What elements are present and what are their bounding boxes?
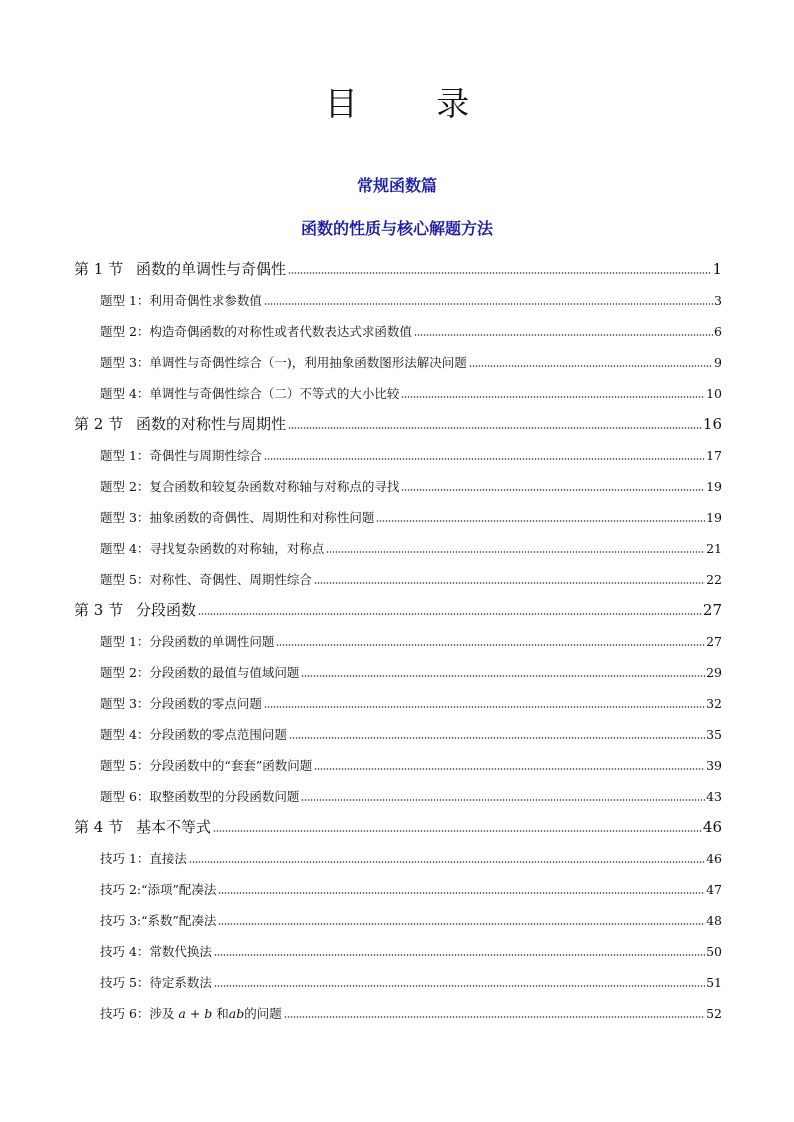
toc-dot-leader: [289, 736, 705, 740]
toc-dot-leader: [301, 674, 705, 678]
toc-item-part-prefix: 技巧 6：涉及: [100, 1006, 179, 1021]
toc-chapter-label: [74, 415, 286, 433]
toc-chapter-label: [74, 260, 286, 278]
toc-chapter-title: 基本不等式: [136, 818, 212, 836]
toc-dot-leader: [264, 457, 705, 461]
toc-item-label: 技巧 2:“添项”配凑法: [100, 882, 217, 897]
toc-item-part-math1: a + b: [178, 1006, 213, 1021]
toc-dot-leader: [414, 333, 713, 337]
toc-dot-leader: [314, 767, 705, 771]
toc-page-number: 46: [702, 818, 722, 836]
toc-dot-leader: [401, 488, 705, 492]
toc-page-number: 50: [706, 944, 722, 959]
toc-chapter-title: 函数的单调性与奇偶性: [136, 260, 287, 278]
toc-item-row[interactable]: [74, 501, 722, 532]
toc-page-number: 10: [706, 386, 722, 401]
toc-chapter-row[interactable]: [74, 408, 722, 439]
toc-item-row[interactable]: [74, 873, 722, 904]
toc-item-row[interactable]: [74, 346, 722, 377]
toc-chapter-title: 函数的对称性与周期性: [136, 415, 287, 433]
toc-item-row[interactable]: [74, 625, 722, 656]
toc-item-label: 题型 4：寻找复杂函数的对称轴，对称点: [100, 541, 325, 556]
toc-page-number: 9: [714, 355, 722, 370]
toc-item-label: 题型 4：分段函数的零点范围问题: [100, 727, 287, 742]
toc-item-part-math2: ab: [228, 1006, 245, 1021]
toc-item-label: 题型 4：单调性与奇偶性综合（二）不等式的大小比较: [100, 386, 400, 401]
toc-item-row[interactable]: [74, 532, 722, 563]
toc-page-number: 51: [706, 975, 722, 990]
toc-chapter-number: 第 2 节: [74, 415, 124, 433]
toc-dot-leader: [218, 891, 705, 895]
toc-item-label: 技巧 1：直接法: [100, 851, 187, 866]
toc-item-row[interactable]: [74, 718, 722, 749]
toc-item-row[interactable]: [74, 470, 722, 501]
toc-item-label: 题型 1：利用奇偶性求参数值: [100, 293, 262, 308]
table-of-contents: [74, 253, 722, 1028]
toc-page-number: 47: [706, 882, 722, 897]
toc-chapter-row[interactable]: [74, 594, 722, 625]
toc-item-label: 技巧 3:“系数”配凑法: [100, 913, 217, 928]
toc-page-number: 16: [702, 415, 722, 433]
toc-page-number: 22: [706, 572, 722, 587]
toc-item-row[interactable]: [74, 439, 722, 470]
toc-item-label: 技巧 5：待定系数法: [100, 975, 212, 990]
toc-chapter-number: 第 1 节: [74, 260, 124, 278]
toc-dot-leader: [198, 612, 702, 616]
toc-item-part-suffix: 的问题: [244, 1006, 282, 1021]
toc-item-label: 题型 6：取整函数型的分段函数问题: [100, 789, 300, 804]
toc-page-number: 17: [706, 448, 722, 463]
toc-dot-leader: [189, 860, 705, 864]
toc-dot-leader: [326, 550, 705, 554]
toc-item-row[interactable]: [74, 687, 722, 718]
toc-page-number: 48: [706, 913, 722, 928]
toc-dot-leader: [213, 829, 702, 833]
toc-item-row[interactable]: [74, 997, 722, 1028]
toc-dot-leader: [284, 1015, 705, 1019]
toc-dot-leader: [288, 271, 711, 275]
toc-chapter-row[interactable]: [74, 253, 722, 284]
toc-page-number: 27: [706, 634, 722, 649]
toc-item-row[interactable]: [74, 377, 722, 408]
toc-item-row[interactable]: [74, 935, 722, 966]
toc-dot-leader: [264, 302, 713, 306]
toc-item-row[interactable]: [74, 966, 722, 997]
toc-item-label: 题型 5：分段函数中的“套套”函数问题: [100, 758, 313, 773]
toc-chapter-title: 分段函数: [136, 601, 197, 619]
page-title: 目 录: [324, 84, 504, 123]
toc-item-row[interactable]: [74, 563, 722, 594]
section-title-topic: 函数的性质与核心解题方法: [300, 219, 493, 238]
toc-page-number: 3: [714, 293, 722, 308]
toc-dot-leader: [218, 922, 705, 926]
toc-item-row[interactable]: [74, 656, 722, 687]
toc-item-label: 题型 3：单调性与奇偶性综合（一)，利用抽象函数图形法解决问题: [100, 355, 467, 370]
toc-item-row[interactable]: [74, 780, 722, 811]
toc-item-row[interactable]: [74, 749, 722, 780]
toc-dot-leader: [376, 519, 705, 523]
toc-item-label: 题型 3：分段函数的零点问题: [100, 696, 262, 711]
toc-dot-leader: [288, 426, 702, 430]
toc-dot-leader: [214, 984, 705, 988]
toc-dot-leader: [214, 953, 705, 957]
toc-item-label: 技巧 4：常数代换法: [100, 944, 212, 959]
toc-page-number: 29: [706, 665, 722, 680]
toc-page-number: 1: [712, 260, 722, 278]
toc-item-label: 题型 1：奇偶性与周期性综合: [100, 448, 262, 463]
toc-page-number: 35: [706, 727, 722, 742]
toc-page-number: 21: [706, 541, 722, 556]
toc-dot-leader: [401, 395, 705, 399]
toc-item-label: 题型 5：对称性、奇偶性、周期性综合: [100, 572, 312, 587]
toc-item-label: 题型 2：分段函数的最值与值域问题: [100, 665, 300, 680]
toc-page-number: 46: [706, 851, 722, 866]
toc-item-label: [100, 1006, 282, 1022]
toc-dot-leader: [301, 798, 705, 802]
toc-item-label: 题型 2：复合函数和较复杂函数对称轴与对称点的寻找: [100, 479, 400, 494]
toc-item-label: 题型 3：抽象函数的奇偶性、周期性和对称性问题: [100, 510, 375, 525]
section-title-category: 常规函数篇: [356, 176, 437, 195]
toc-page-number: 43: [706, 789, 722, 804]
toc-dot-leader: [469, 364, 713, 368]
toc-page-number: 19: [706, 479, 722, 494]
toc-item-label: 题型 1：分段函数的单调性问题: [100, 634, 275, 649]
toc-page-number: 39: [706, 758, 722, 773]
toc-chapter-row[interactable]: [74, 811, 722, 842]
toc-chapter-label: [74, 818, 211, 836]
toc-item-row[interactable]: [74, 315, 722, 346]
toc-item-part-middle: 和: [212, 1006, 229, 1021]
toc-item-row[interactable]: [74, 842, 722, 873]
toc-chapter-number: 第 4 节: [74, 818, 124, 836]
toc-page-number: 32: [706, 696, 722, 711]
toc-chapter-label: [74, 601, 196, 619]
toc-page-number: 6: [714, 324, 722, 339]
toc-dot-leader: [314, 581, 705, 585]
toc-item-label: 题型 2：构造奇偶函数的对称性或者代数表达式求函数值: [100, 324, 412, 339]
toc-page-number: 19: [706, 510, 722, 525]
toc-chapter-number: 第 3 节: [74, 601, 124, 619]
toc-item-row[interactable]: [74, 284, 722, 315]
toc-dot-leader: [276, 643, 705, 647]
toc-page-number: 27: [702, 601, 722, 619]
toc-item-row[interactable]: [74, 904, 722, 935]
toc-dot-leader: [264, 705, 705, 709]
toc-page-number: 52: [706, 1006, 722, 1021]
